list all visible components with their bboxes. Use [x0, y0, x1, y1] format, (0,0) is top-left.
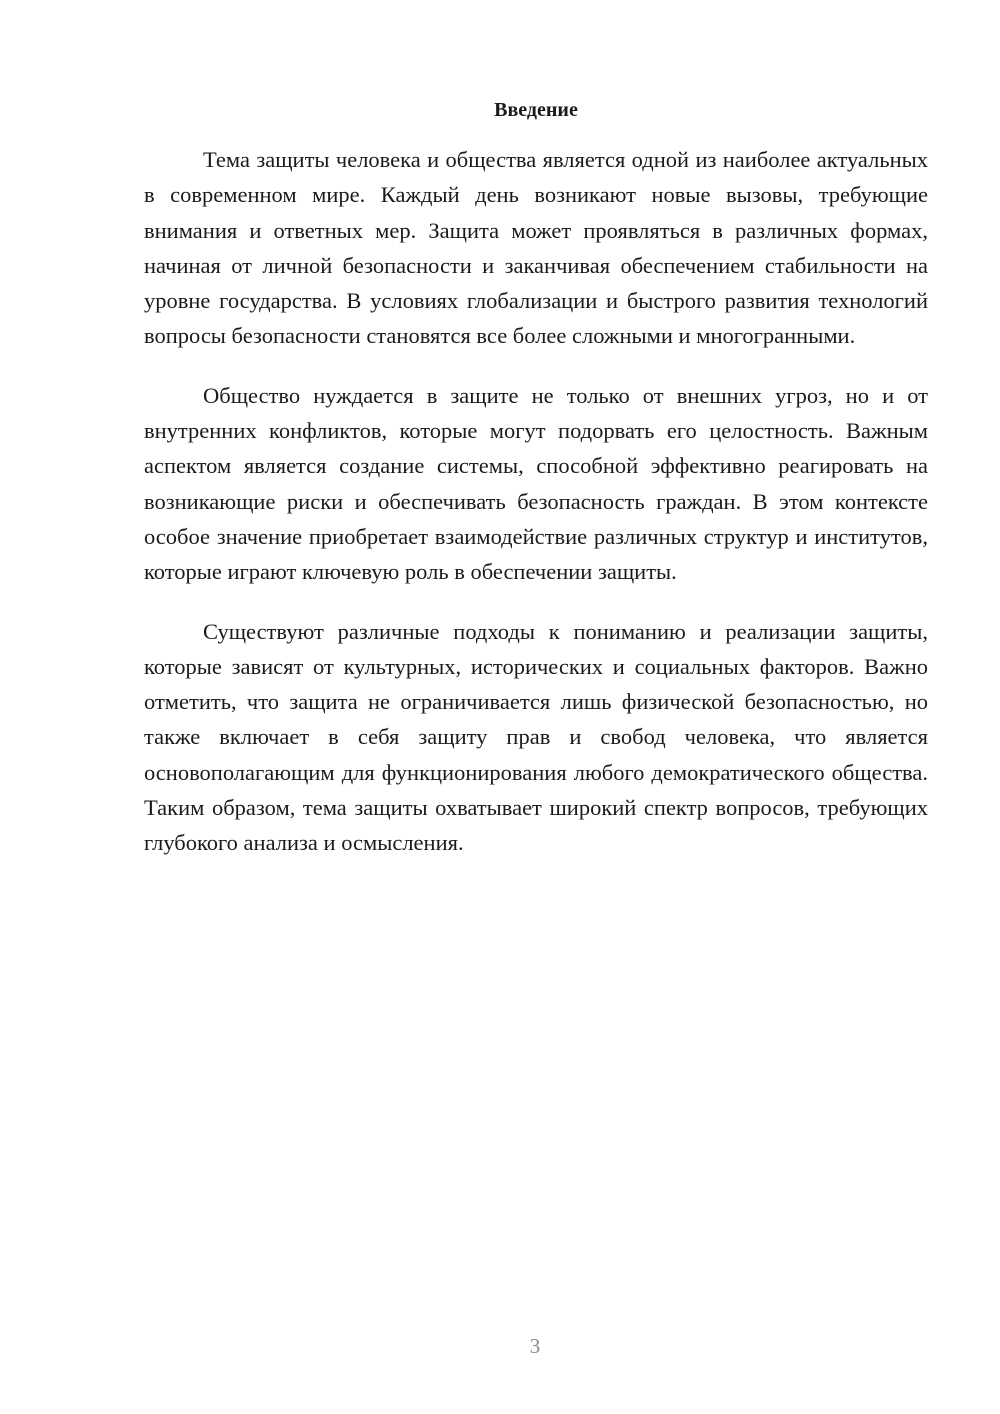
page-number: 3 [529, 1334, 541, 1358]
paragraph: Тема защиты человека и общества является одной из наиболее актуальных в современном мире. Каждый день возникают новые вызовы, требующие внимания и ответных мер. Защита может проявляться в различных формах, начиная от личной безопасности и заканчивая обеспечением стабильности на уровне государства. В условиях глобализации и быстрого развития технологий вопросы безопасности становятся все более сложными и многогранными. [144, 147, 928, 349]
paragraph: Существуют различные подходы к пониманию и реализации защиты, которые зависят от культурных, исторических и социальных факторов. Важно отметить, что защита не ограничивается лишь физической безопасностью, но также включает в себя защиту прав и свобод человека, что является основополагающим для функционирования любого демократического общества. Таким образом, тема защиты охватывает широкий спектр вопросов, требующих глубокого анализа и осмысления. [144, 618, 928, 856]
page-content [144, 96, 928, 885]
paragraph: Общество нуждается в защите не только от внешних угроз, но и от внутренних конфликтов, которые могут подорвать его целостность. Важным аспектом является создание системы, способной эффективно реагировать на возникающие риски и обеспечивать безопасность граждан. В этом контексте особое значение приобретает взаимодействие различных структур и институтов, которые играют ключевую роль в обеспечении защиты. [144, 382, 928, 585]
section-title: Введение [494, 99, 578, 121]
